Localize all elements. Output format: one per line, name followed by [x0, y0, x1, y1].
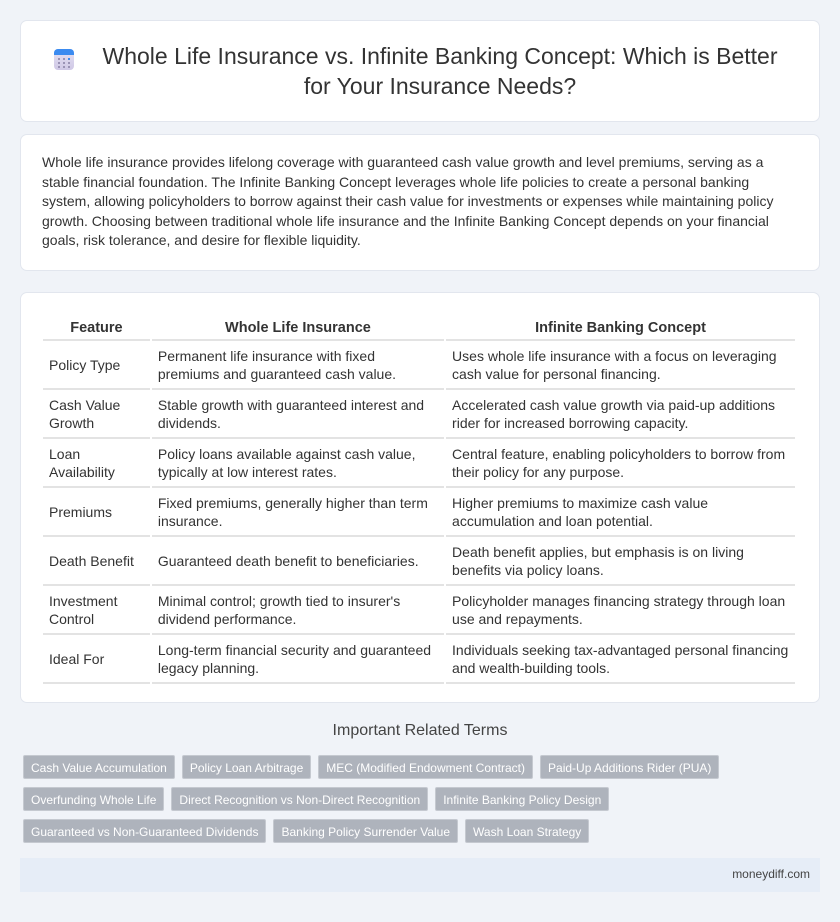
intro-paragraph: Whole life insurance provides lifelong coverage with guaranteed cash value growth and level premiums, serving as a stable financial foundation. The Infinite Banking Concept leverages whole life policies to create a personal banking system, allowing policyholders to borrow against their cash value for investments or expenses while maintaining policy growth. Choosing between traditional whole life insurance and the Infinite Banking Concept depends on your financial goals, risk tolerance, and desire for flexible liquidity.: [42, 154, 774, 248]
infinite-banking-cell: Higher premiums to maximize cash value accumulation and loan potential.: [446, 488, 795, 537]
table-header-row: [43, 315, 795, 341]
tag-guaranteed-dividends[interactable]: Guaranteed vs Non-Guaranteed Dividends: [23, 819, 266, 843]
infinite-banking-cell: Death benefit applies, but emphasis is on living benefits via policy loans.: [446, 537, 795, 586]
tag-wash-loan-strategy[interactable]: Wash Loan Strategy: [465, 819, 589, 843]
whole-life-cell: Permanent life insurance with fixed premiums and guaranteed cash value.: [152, 341, 444, 390]
infinite-banking-cell: Policyholder manages financing strategy through loan use and repayments.: [446, 586, 795, 635]
infinite-banking-cell: Uses whole life insurance with a focus on leveraging cash value for personal financing.: [446, 341, 795, 390]
infinite-banking-cell: Individuals seeking tax-advantaged personal financing and wealth-building tools.: [446, 635, 795, 684]
column-header-feature: Feature: [43, 315, 150, 341]
table-row: [43, 635, 795, 684]
comparison-card: [20, 292, 820, 703]
infinite-banking-cell: Accelerated cash value growth via paid-up additions rider for increased borrowing capacity.: [446, 390, 795, 439]
related-terms-title: Important Related Terms: [332, 722, 508, 739]
related-terms-section: [20, 722, 820, 843]
related-terms-tags: [20, 755, 820, 843]
feature-cell: Cash Value Growth: [43, 390, 150, 439]
table-row: [43, 537, 795, 586]
whole-life-cell: Fixed premiums, generally higher than term insurance.: [152, 488, 444, 537]
feature-cell: Policy Type: [43, 341, 150, 390]
whole-life-cell: Policy loans available against cash value, typically at low interest rates.: [152, 439, 444, 488]
table-row: [43, 390, 795, 439]
whole-life-cell: Stable growth with guaranteed interest and dividends.: [152, 390, 444, 439]
tag-overfunding-whole-life[interactable]: Overfunding Whole Life: [23, 787, 164, 811]
footer-site-link[interactable]: moneydiff.com: [732, 867, 810, 881]
tag-cash-value-accumulation[interactable]: Cash Value Accumulation: [23, 755, 175, 779]
column-header-whole-life: Whole Life Insurance: [152, 315, 444, 341]
whole-life-cell: Long-term financial security and guaranteed legacy planning.: [152, 635, 444, 684]
tag-direct-recognition[interactable]: Direct Recognition vs Non-Direct Recognition: [171, 787, 428, 811]
comparison-table: [41, 315, 797, 684]
tag-mec[interactable]: MEC (Modified Endowment Contract): [318, 755, 533, 779]
feature-cell: Ideal For: [43, 635, 150, 684]
title-card: [20, 20, 820, 122]
footer: [20, 858, 820, 892]
feature-cell: Investment Control: [43, 586, 150, 635]
tag-infinite-banking-policy-design[interactable]: Infinite Banking Policy Design: [435, 787, 609, 811]
column-header-infinite-banking: Infinite Banking Concept: [446, 315, 795, 341]
table-row: [43, 439, 795, 488]
intro-card: [20, 134, 820, 271]
table-row: [43, 586, 795, 635]
tag-banking-policy-surrender-value[interactable]: Banking Policy Surrender Value: [273, 819, 458, 843]
feature-cell: Death Benefit: [43, 537, 150, 586]
feature-cell: Premiums: [43, 488, 150, 537]
tag-policy-loan-arbitrage[interactable]: Policy Loan Arbitrage: [182, 755, 311, 779]
page-title: Whole Life Insurance vs. Infinite Banking Concept: Which is Better for Your Insurance Needs?: [102, 43, 778, 99]
feature-cell: Loan Availability: [43, 439, 150, 488]
table-row: [43, 341, 795, 390]
whole-life-cell: Minimal control; growth tied to insurer's dividend performance.: [152, 586, 444, 635]
calendar-icon: [53, 47, 75, 71]
whole-life-cell: Guaranteed death benefit to beneficiaries.: [152, 537, 444, 586]
tag-paid-up-additions-rider[interactable]: Paid-Up Additions Rider (PUA): [540, 755, 719, 779]
table-row: [43, 488, 795, 537]
infinite-banking-cell: Central feature, enabling policyholders to borrow from their policy for any purpose.: [446, 439, 795, 488]
